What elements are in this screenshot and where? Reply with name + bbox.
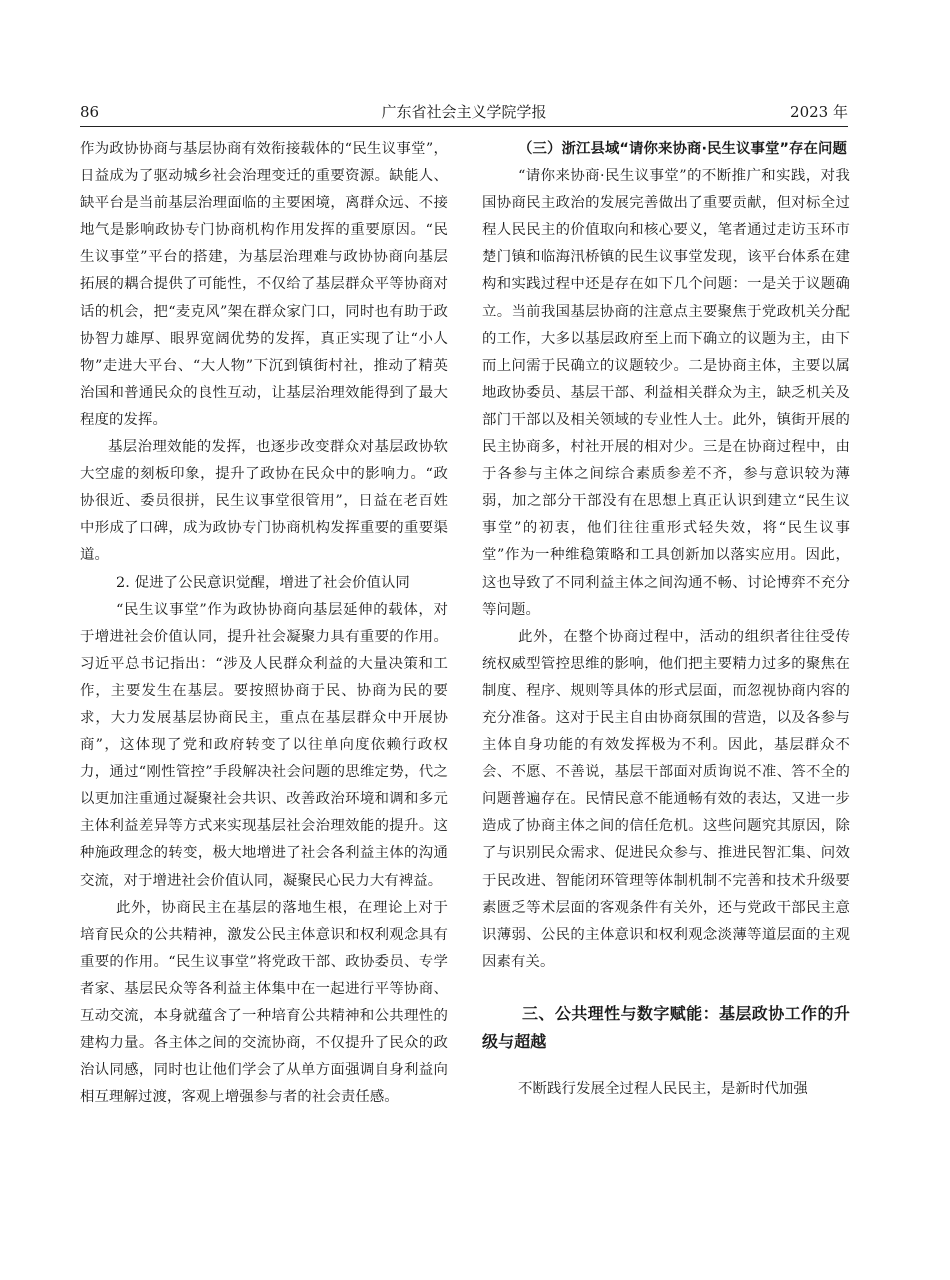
right-column (482, 136, 850, 1103)
paragraph: 基层治理效能的发挥，也逐步改变群众对基层政协软大空虚的刻板印象，提升了政协在民众中的影响力。“政协很近、委员很拼，民生议事堂很管用”，日益在老百姓中形成了口碑，成为政协专门协商机构发挥重要的重要渠道。 (80, 439, 448, 564)
running-header (80, 100, 848, 124)
subsection-heading: 2. 促进了公民意识觉醒，增进了社会价值认同 (116, 574, 410, 591)
header-rule (80, 126, 848, 127)
paragraph: 此外，协商民主在基层的落地生根，在理论上对于培育民众的公共精神，激发公民主体意识和权利观念具有重要的作用。“民生议事堂”将党政干部、政协委员、专学者家、基层民众等各利益主体集中在一起进行平等协商、互动交流，本身就蕴含了一种培育公共精神和公共理性的建构力量。各主体之间的交流协商，不仅提升了民众的政治认同感，同时也让他们学会了从单方面强调自身利益向相互理解过渡，客观上增强参与者的社会责任感。 (80, 899, 448, 1106)
chapter-heading: 三、公共理性与数字赋能：基层政协工作的升级与超越 (482, 1003, 850, 1051)
page-number: 86 (80, 103, 100, 121)
paragraph: “请你来协商·民生议事堂”的不断推广和实践，对我国协商民主政治的发展完善做出了重要贡献，但对标全过程人民民主的价值取向和核心要义，笔者通过走访玉环市楚门镇和临海汛桥镇的民生议事堂发现，该平台体系在建构和实践过程中还是存在如下几个问题：一是关于议题确立。当前我国基层协商的注意点主要聚焦于党政机关分配的工作，大多以基层政府至上而下确立的议题为主，由下而上问需于民确立的议题较少。二是协商主体，主要以属地政协委员、基层干部、利益相关群众为主，缺乏机关及部门干部以及相关领域的专业性人士。此外，镇街开展的民主协商多，村社开展的相对少。三是在协商过程中，由于各参与主体之间综合素质参差不齐，参与意识较为薄弱，加之部分干部没有在思想上真正认识到建立“民生议事堂”的初衷，他们往往重形式轻失效，将“民生议事堂”作为一种维稳策略和工具创新加以落实应用。因此，这也导致了不同利益主体之间沟通不畅、讨论博弈不充分等问题。 (482, 168, 850, 618)
paragraph: “民生议事堂”作为政协协商向基层延伸的载体，对于增进社会价值认同，提升社会凝聚力具有重要的作用。习近平总书记指出：“涉及人民群众利益的大量决策和工作，主要发生在基层。要按照协商于民、协商为民的要求，大力发展基层协商民主，重点在基层群众中开展协商”，这体现了党和政府转变了以往单向度依赖行政权力，通过“刚性管控”手段解决社会问题的思维定势，代之以更加注重通过凝聚社会共识、改善政治环境和调和多元主体利益差异等方式来实现基层社会治理效能的提升。这种施政理念的转变，极大地增进了社会各利益主体的沟通交流，对于增进社会价值认同，凝聚民心民力大有裨益。 (80, 601, 448, 889)
paragraph: 不断践行发展全过程人民民主，是新时代加强 (518, 1080, 808, 1097)
paragraph: 此外，在整个协商过程中，活动的组织者往往受传统权威型管控思维的影响，他们把主要精力过多的聚焦在制度、程序、规则等具体的形式层面，而忽视协商内容的充分准备。这对于民主自由协商氛围的营造，以及各参与主体自身功能的有效发挥极为不利。因此，基层群众不会、不愿、不善说，基层干部面对质询说不准、答不全的问题普遍存在。民情民意不能通畅有效的表达，又进一步造成了协商主体之间的信任危机。这些问题究其原因，除了与识别民众需求、促进民众参与、推进民智汇集、问效于民改进、智能闭环管理等体制机制不完善和技术升级要素匮乏等术层面的客观条件有关外，还与党政干部民主意识薄弱、公民的主体意识和权利观念淡薄等道层面的主观因素有关。 (482, 628, 850, 970)
section-heading: （三）浙江县域“请你来协商·民生议事堂”存在问题 (518, 141, 847, 157)
journal-title: 广东省社会主义学院学报 (381, 103, 547, 121)
left-column (80, 136, 448, 1111)
spacer (482, 1056, 850, 1076)
publication-year: 2023 年 (790, 103, 848, 121)
paragraph: 作为政协协商与基层协商有效衔接载体的“民生议事堂”，日益成为了驱动城乡社会治理变迁的重要资源。缺能人、缺平台是当前基层治理面临的主要困境，离群众远、不接地气是影响政协专门协商机构作用发挥的重要原因。“民生议事堂”平台的搭建，为基层治理难与政协协商向基层拓展的耦合提供了可能性，不仅给了基层群众平等协商对话的机会，把“麦克风”架在群众家门口，同时也有助于政协智力雄厚、眼界宽阔优势的发挥，真正实现了让“小人物”走进大平台、“大人物”下沉到镇街村社，推动了精英治国和普通民众的良性互动，让基层治理效能得到了最大程度的发挥。 (80, 141, 448, 428)
